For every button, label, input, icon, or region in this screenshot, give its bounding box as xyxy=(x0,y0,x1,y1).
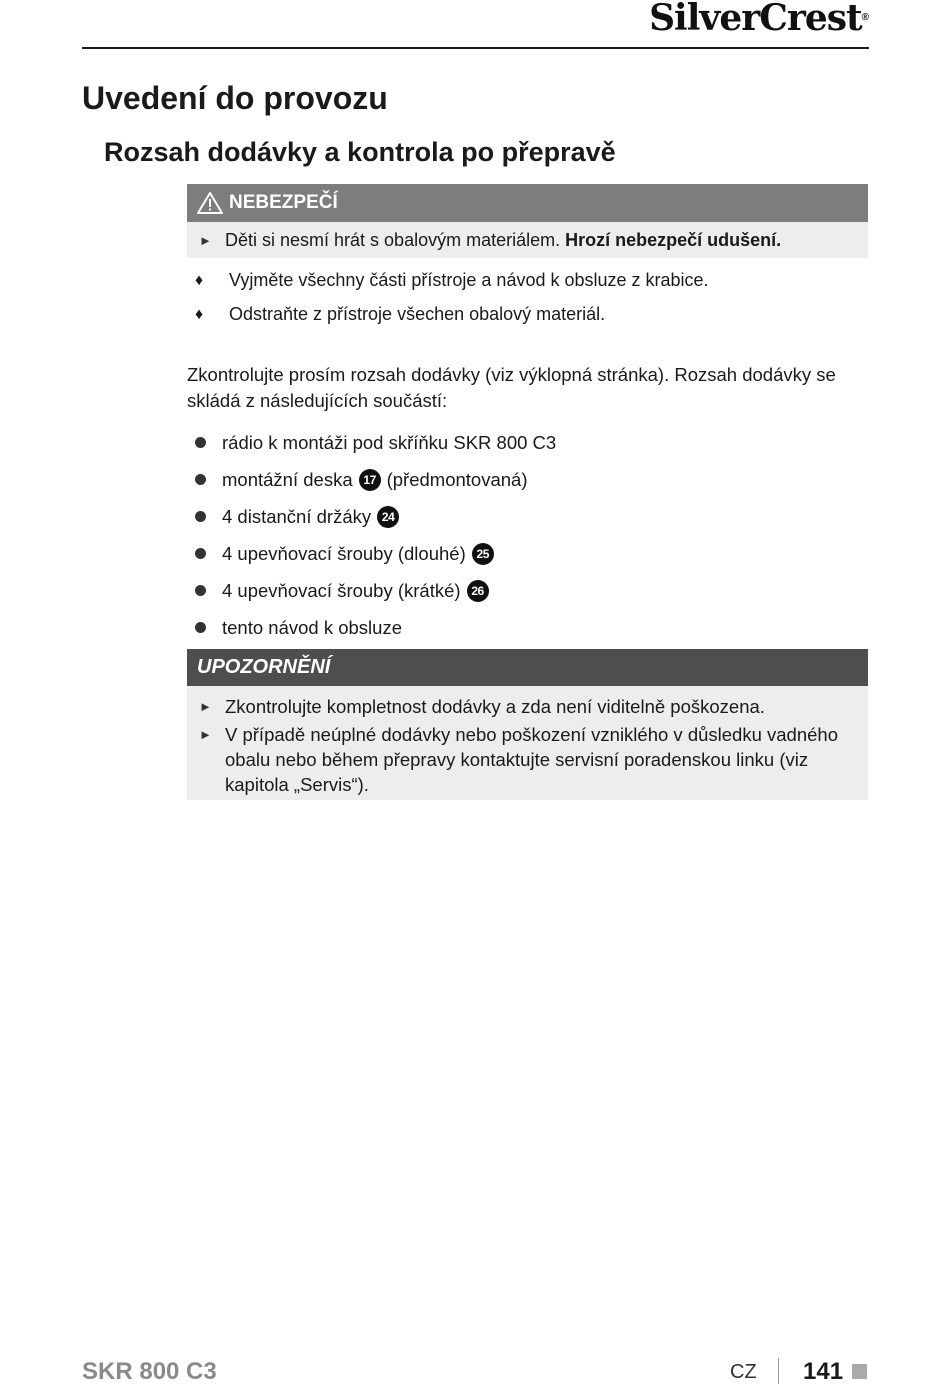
arrow-icon: ► xyxy=(199,727,212,742)
footer-language: CZ xyxy=(730,1361,757,1383)
step-text: Odstraňte z přístroje všechen obalový materiál. xyxy=(229,304,606,324)
notice-item xyxy=(199,722,858,797)
bullet-icon xyxy=(195,585,206,596)
header-rule xyxy=(82,47,869,49)
bullet-icon xyxy=(195,474,206,485)
item-suffix: (předmontovaná) xyxy=(386,468,528,490)
bullet-icon xyxy=(195,548,206,559)
diamond-icon: ♦ xyxy=(195,271,204,289)
item-text: 4 upevňovací šrouby (dlouhé) xyxy=(222,542,466,564)
square-icon xyxy=(852,1364,867,1379)
notice-header xyxy=(187,649,868,686)
danger-label: NEBEZPEČÍ xyxy=(229,192,338,213)
page-title: Uvedení do provozu xyxy=(82,80,388,116)
part-number-badge: 24 xyxy=(377,506,399,528)
arrow-icon: ► xyxy=(199,699,212,714)
step-text: Vyjměte všechny části přístroje a návod k obsluze z krabice. xyxy=(229,270,709,290)
list-item xyxy=(195,498,556,535)
list-item xyxy=(195,609,556,646)
diamond-icon: ♦ xyxy=(195,305,204,323)
danger-body xyxy=(187,222,868,258)
danger-text-bold: Hrozí nebezpečí udušení. xyxy=(565,229,782,250)
step-item xyxy=(195,304,605,325)
item-text: rádio k montáži pod skříňku SKR 800 C3 xyxy=(222,431,557,453)
bullet-icon xyxy=(195,511,206,522)
intro-paragraph: Zkontrolujte prosím rozsah dodávky (viz výklopná stránka). Rozsah dodávky se skládá z následujících součástí: xyxy=(187,364,836,411)
item-text: 4 distanční držáky xyxy=(222,505,372,527)
notice-item xyxy=(199,694,858,719)
page-number: 141 xyxy=(803,1358,844,1385)
part-number-badge: 25 xyxy=(472,543,494,565)
list-item xyxy=(195,535,556,572)
danger-text: Děti si nesmí hrát s obalovým materiálem. xyxy=(225,229,566,250)
list-item xyxy=(195,461,556,498)
delivery-list xyxy=(195,424,556,646)
arrow-icon: ► xyxy=(199,232,212,248)
part-number-badge: 17 xyxy=(359,469,381,491)
section-title: Rozsah dodávky a kontrola po přepravě xyxy=(104,137,616,167)
warning-icon xyxy=(197,192,223,214)
item-text: montážní deska xyxy=(222,468,353,490)
notice-text: Zkontrolujte kompletnost dodávky a zda není viditelně poškozena. xyxy=(225,696,765,717)
brand-logo: SilverCrest® xyxy=(649,0,868,39)
notice-label: UPOZORNĚNÍ xyxy=(197,656,331,678)
footer-divider xyxy=(778,1358,779,1384)
notice-body xyxy=(187,686,868,800)
part-number-badge: 26 xyxy=(467,580,489,602)
bullet-icon xyxy=(195,437,206,448)
list-item xyxy=(195,572,556,609)
bullet-icon xyxy=(195,622,206,633)
step-item xyxy=(195,270,709,291)
footer-model: SKR 800 C3 xyxy=(82,1358,217,1385)
item-text: tento návod k obsluze xyxy=(222,616,402,638)
item-text: 4 upevňovací šrouby (krátké) xyxy=(222,579,461,601)
notice-text: V případě neúplné dodávky nebo poškození vzniklého v důsledku vadného obalu nebo během přepravy kontaktujte servisní poradenskou linku (viz kapitola „Servis“). xyxy=(225,724,838,795)
danger-header xyxy=(187,184,868,222)
list-item xyxy=(195,424,556,461)
